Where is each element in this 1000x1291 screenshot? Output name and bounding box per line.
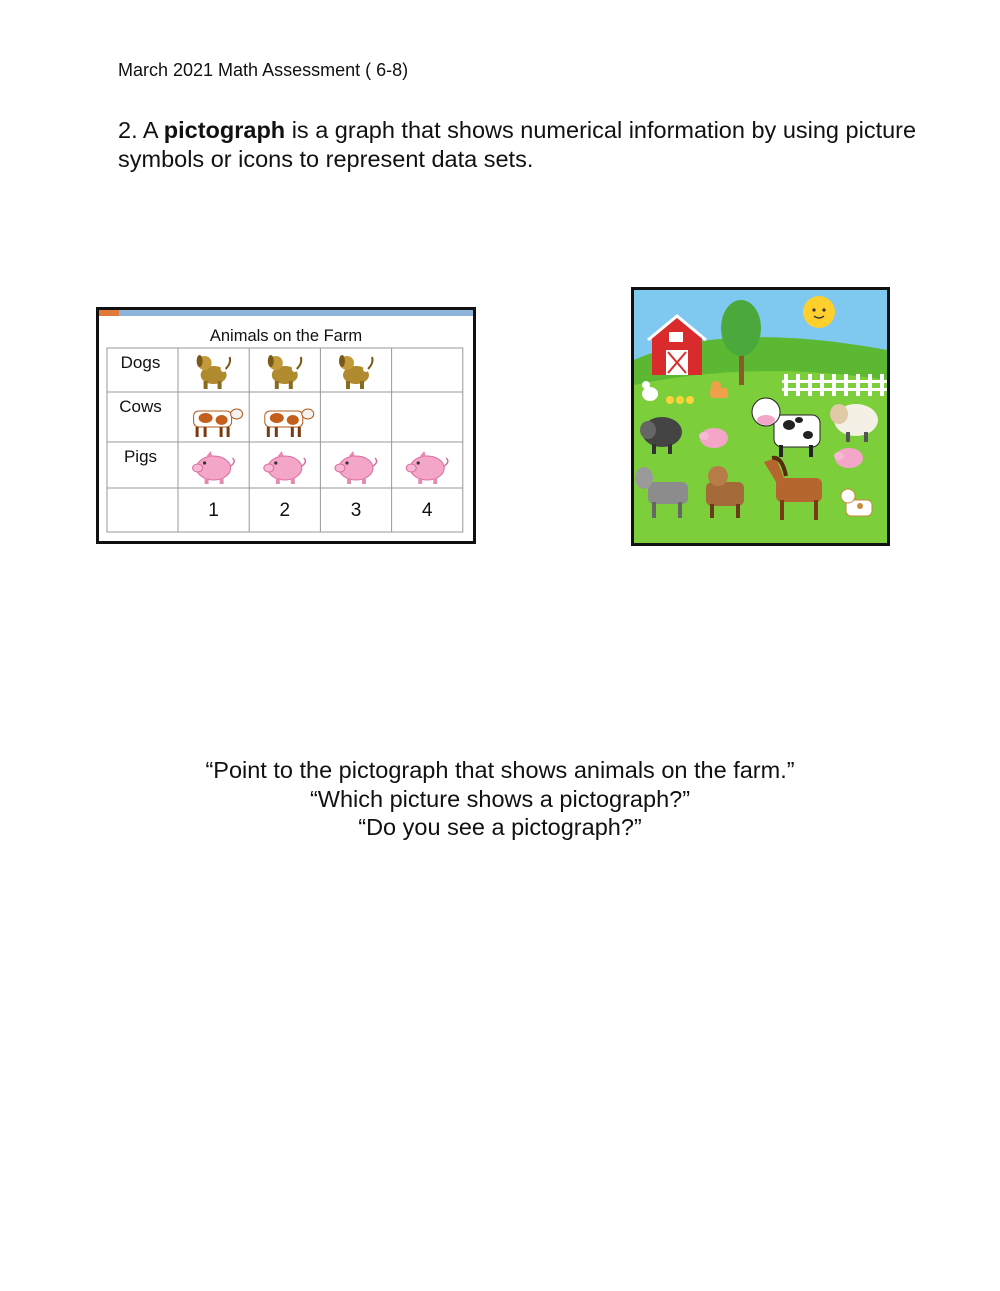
- farm-scene-image[interactable]: [631, 287, 890, 546]
- scale-label: 1: [208, 500, 219, 521]
- prompt-which: “Which picture shows a pictograph?”: [309, 785, 691, 812]
- sun-icon: [803, 296, 835, 328]
- category-label: Dogs: [120, 353, 161, 372]
- dog-icon: [268, 355, 302, 389]
- pig-icon: [335, 451, 377, 484]
- farm-scene: [634, 290, 887, 543]
- question-prefix: 2. A: [118, 117, 164, 143]
- pig-icon: [406, 451, 448, 484]
- chart-top-bar: [99, 310, 473, 316]
- prompts: [0, 756, 1000, 842]
- chart-title: Animals on the Farm: [209, 327, 363, 345]
- fence-icon: [782, 374, 887, 396]
- category-label: Pigs: [123, 447, 158, 466]
- prompt-point: “Point to the pictograph that shows animals on the farm.”: [205, 757, 795, 783]
- pig-icon: [193, 451, 235, 484]
- prompt-see: “Do you see a pictograph?”: [358, 814, 642, 840]
- pictograph-image[interactable]: [96, 307, 476, 544]
- question-definition: is a graph that shows numerical information by using picture symbols or icons to represent data sets.: [118, 117, 917, 172]
- cow-icon: [265, 409, 314, 437]
- chart-top-accent: [99, 310, 119, 316]
- dog-icon: [339, 355, 373, 389]
- dog-icon: [197, 355, 231, 389]
- scale-label: 2: [279, 500, 291, 521]
- page-header: March 2021 Math Assessment ( 6-8): [118, 60, 409, 80]
- scale-label: 4: [421, 500, 433, 521]
- question-term: pictograph: [163, 117, 286, 143]
- pictograph-chart: [99, 310, 473, 541]
- pig-icon: [264, 451, 306, 484]
- question-text: [118, 116, 918, 174]
- cow-icon: [194, 409, 243, 437]
- scale-label: 3: [350, 500, 362, 521]
- category-label: Cows: [119, 397, 162, 416]
